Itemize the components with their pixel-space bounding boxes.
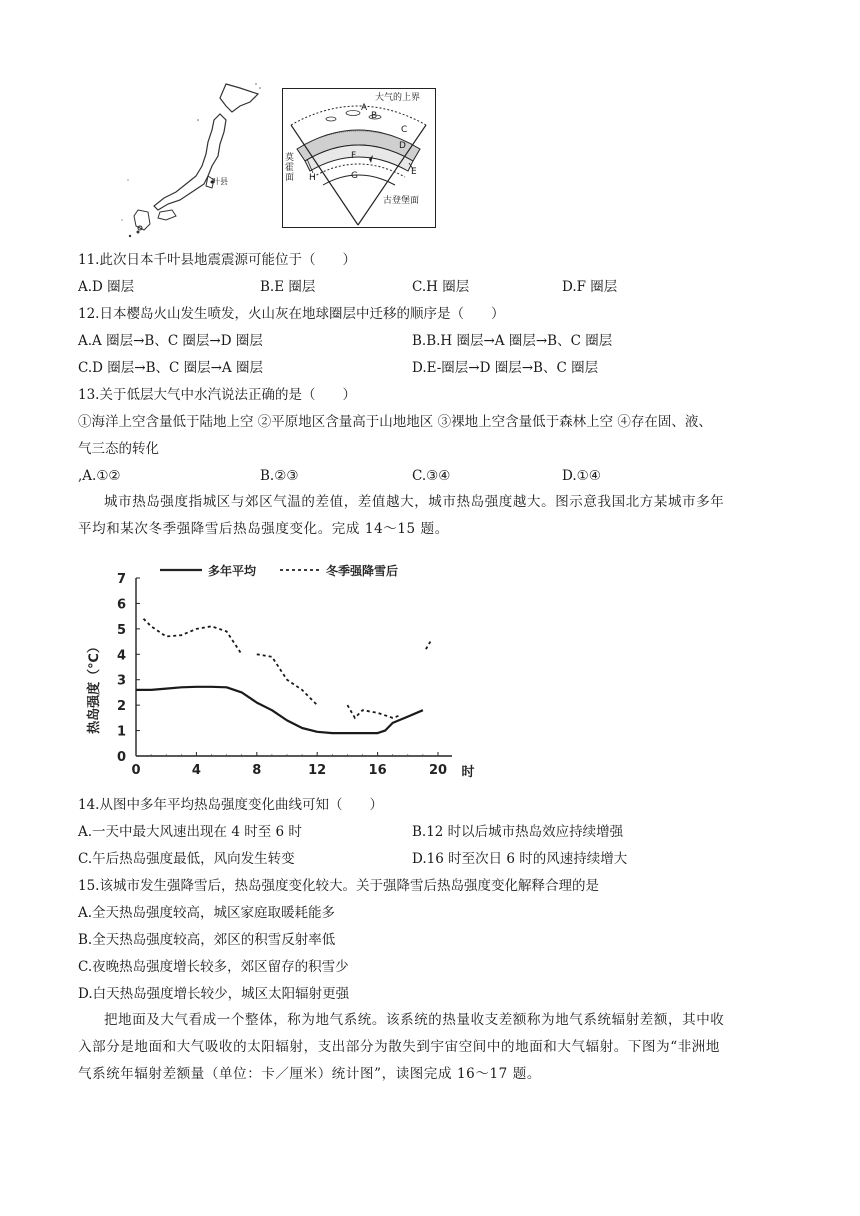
q15-option-b[interactable]: B.全天热岛强度较高，郊区的积雪反射率低 [78, 932, 336, 948]
q13-option-d[interactable]: D.①④ [562, 468, 601, 484]
figure-earth-layers [282, 88, 436, 228]
q12-option-a[interactable]: A.A 圈层→B、C 圈层→D 圈层 [78, 333, 263, 349]
q14-option-c[interactable]: C.午后热岛强度最低，风向发生转变 [78, 851, 295, 867]
label-layer-h: H [309, 173, 316, 183]
label-layer-g: G [351, 171, 358, 181]
japan-map-svg [108, 80, 268, 240]
q14-stem: 14.从图中多年平均热岛强度变化曲线可知（ ） [78, 797, 383, 813]
q11-stem: 11.此次日本千叶县地震震源可能位于（ ） [78, 252, 356, 268]
series-line-after-snowfall [426, 642, 431, 650]
map-label-chiba: 叶县 [212, 177, 228, 186]
x-tick-label: 20 [428, 763, 448, 778]
q14-option-d[interactable]: D.16 时至次日 6 时的风速持续增大 [412, 851, 628, 867]
q14-option-b[interactable]: B.12 时以后城市热岛效应持续增强 [412, 824, 624, 840]
q11-option-a[interactable]: A.D 圈层 [78, 279, 135, 295]
q13-option-c[interactable]: C.③④ [412, 468, 451, 484]
figure-japan-map [108, 80, 268, 240]
series-line-after-snowfall [347, 705, 400, 718]
x-tick-label: 0 [131, 763, 141, 778]
heat-island-chart [80, 556, 480, 788]
label-gutenberg: 古登堡面 [383, 196, 420, 206]
q12-option-d[interactable]: D.E-圈层→D 圈层→B、C 圈层 [412, 360, 599, 376]
q13-option-b[interactable]: B.②③ [260, 468, 299, 484]
q15-option-c[interactable]: C.夜晚热岛强度增长较多，郊区留存的积雪少 [78, 959, 349, 975]
label-layer-e: E [411, 167, 417, 177]
y-tick-label: 4 [116, 648, 126, 664]
passage2-line2: 入部分是地面和大气吸收的太阳辐射，支出部分为散失到宇宙空间中的地面和大气辐射。下图为“非洲地 [78, 1039, 720, 1055]
y-tick-label: 5 [116, 622, 126, 638]
label-layer-a: A [361, 103, 368, 113]
y-tick-label: 3 [116, 673, 126, 689]
label-layer-c: C [401, 125, 408, 135]
q11-option-c[interactable]: C.H 圈层 [412, 279, 470, 295]
label-upper-boundary: 大气的上界 [375, 93, 421, 103]
y-tick-label: 6 [116, 597, 126, 613]
q11-option-b[interactable]: B.E 圈层 [260, 279, 316, 295]
q12-option-c[interactable]: C.D 圈层→B、C 圈层→A 圈层 [78, 360, 263, 376]
x-tick-label: 8 [252, 763, 262, 778]
passage2-line1: 把地面及大气看成一个整体，称为地气系统。该系统的热量收支差额称为地气系统辐射差额，其中收 [104, 1012, 725, 1028]
series-line-after-snowfall [144, 619, 242, 655]
legend-label-after-snowfall: 冬季强降雪后 [326, 564, 399, 578]
x-axis-label: 时 [461, 765, 475, 780]
q13-statements-line2: 气三态的转化 [78, 441, 159, 457]
series-line-multiyear-average [136, 687, 423, 733]
y-tick-label: 2 [116, 699, 126, 715]
label-layer-f: F [351, 151, 357, 161]
passage1-line1: 城市热岛强度指城区与郊区气温的差值，差值越大，城市热岛强度越大。图示意我国北方某城市多年 [104, 494, 725, 510]
label-layer-b: B [371, 111, 378, 121]
y-tick-label: 0 [116, 750, 126, 765]
label-moho: 莫霍面 [285, 153, 295, 183]
label-layer-d: D [399, 141, 406, 151]
y-tick-label: 1 [116, 724, 126, 740]
legend-label-multiyear-average: 多年平均 [208, 564, 257, 578]
passage1-line2: 平均和某次冬季强降雪后热岛强度变化。完成 14～15 题。 [78, 521, 449, 537]
q12-stem: 12.日本樱岛火山发生喷发，火山灰在地球圈层中迁移的顺序是（ ） [78, 306, 505, 322]
q15-option-d[interactable]: D.白天热岛强度增长较少，城区太阳辐射更强 [78, 986, 350, 1002]
q13-stem: 13.关于低层大气中水汽说法正确的是（ ） [78, 387, 356, 403]
q12-option-b[interactable]: B.B.H 圈层→A 圈层→B、C 圈层 [412, 333, 613, 349]
chart-svg [80, 556, 480, 788]
x-tick-label: 16 [368, 763, 387, 778]
q15-option-a[interactable]: A.全天热岛强度较高，城区家庭取暖耗能多 [78, 905, 336, 921]
x-tick-label: 12 [308, 763, 327, 778]
q13-option-a[interactable]: ,A.①② [78, 468, 121, 484]
x-tick-label: 4 [191, 763, 201, 778]
q15-stem: 15.该城市发生强降雪后，热岛强度变化较大。关于强降雪后热岛强度变化解释合理的是 [78, 878, 599, 894]
q11-option-d[interactable]: D.F 圈层 [562, 279, 618, 295]
passage2-line3: 气系统年辐射差额量（单位：卡／厘米）统计图”，读图完成 16～17 题。 [78, 1066, 541, 1082]
q14-option-a[interactable]: A.一天中最大风速出现在 4 时至 6 时 [78, 824, 302, 840]
y-axis-label: 热岛强度（℃） [87, 640, 102, 734]
series-line-after-snowfall [257, 654, 317, 705]
y-tick-label: 7 [116, 572, 126, 587]
q13-statements-line1: ①海洋上空含量低于陆地上空 ②平原地区含量高于山地地区 ③裸地上空含量低于森林上空 ④存在固、液、 [78, 414, 712, 430]
